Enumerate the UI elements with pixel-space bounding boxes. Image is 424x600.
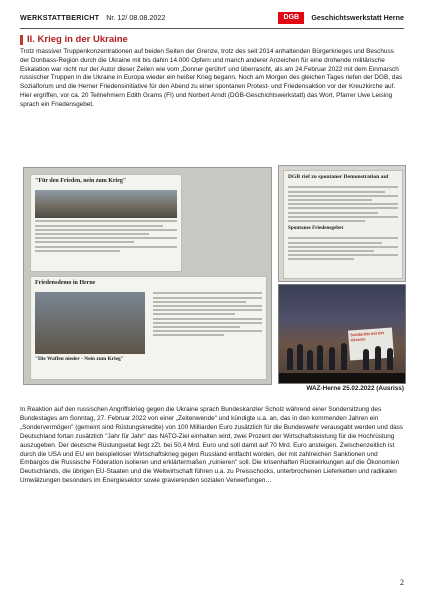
church-photo	[35, 190, 177, 218]
protesters-group	[283, 340, 401, 370]
intro-paragraph: Trotz massiver Truppenkonzentrationen auf beiden Seiten der Grenze, trotz des seit 2014 anhaltenden Bürgerkrieges und Beschuss der Donbass-Region durch die Ukraine mit bis dahin 14.000 Opfern und manch anderer Anzeichen für eine drohende militärische Eskalation war nicht nur der Autor dieser Zeilen wie vom ‚Donner gerührt' und überrascht, als am 24.Februar 2022 mit dem Einmarsch russischer Truppen in die Ukraine in Europa wieder ein heißer Krieg begann. Noch am Morgen des gleichen Tages riefen der DGB, das Sozialforum und die Herner Friedensinitiative für den Abend zu einer spontanen Protest- und Friedensaktion vor der Kreuzkirche auf. Hier ergriffen, vor ca. 20 Teilnehmern Edith Grams (FI) und Norbert Arndt (DGB-Geschichtswerkstatt) das Wort, Pfarrer Uwe Leising sprach ein Friedensgebet.	[20, 48, 403, 108]
clipping-right	[283, 170, 403, 279]
protester-figure	[363, 349, 369, 370]
clipping-right-subheadline: Spontanes Friedensgebet	[288, 225, 344, 232]
clipping-right-text-lines	[284, 186, 402, 222]
clipping-bottom-text-lines	[149, 290, 266, 356]
dgb-logo-icon: DGB	[278, 12, 304, 24]
clipping-collage-right	[278, 165, 406, 282]
page-header	[20, 10, 404, 26]
demonstration-photo	[278, 284, 406, 384]
issue-number: Nr. 12/ 08.08.2022	[106, 13, 166, 22]
protester-figure	[297, 344, 303, 370]
section-accent-bar	[20, 35, 23, 45]
body-paragraph: In Reaktion auf den russischen Angriffskrieg gegen die Ukraine sprach Bundeskanzler Scholz während einer Sondersitzung des Bundestages am Sonntag, 27. Februar 2022 von einer „Zeitenwende" und kündigte u.a. an, das in den kommenden Jahren ein „Sondervermögen" (gemeint sind Rüstungskredite) von 100 Milliarden Euro zusätzlich für die Bundeswehr verausgabt werden und dass Deutschland fortan zusätzlich "Jahr für Jahr" das NATO-Ziel einhalten wird, zwei Prozent der Wirtschaftsleistung für die Hochrüstung auszugeben. Der deutsche Rüstungsetat liegt zZt. bei 50,4 Mrd. Euro und soll damit auf 70 Mrd. Euro ansteigen. Zwischenzeitlich ist durch die USA und EU ein beispielloser Wirtschaftskrieg gegen Russland entfacht worden, der mit zahlreichen Sanktionen und Embargos die Russische Föderation isolieren und erklärtermaßen „ruinieren" soll. Die krisenhaften Rückwirkungen auf die Ökonomien Deutschlands, die übrigen EU-Staaten und die Weltwirtschaft führen u.a. zu Preisschocks, unterbrochenen Lieferketten und radikalen Umwälzungen besonders im Energiesektor sowie gravierenden sozialen Verwerfungen…	[20, 406, 404, 485]
clipping-top-text-lines	[31, 220, 181, 251]
clipping-bottom-headline: Friedensdemo in Herne	[35, 280, 96, 286]
demo-photo	[35, 292, 145, 354]
collage-caption: WAZ-Herne 25.02.2022 (Ausriss)	[306, 385, 404, 392]
protester-figure	[375, 346, 381, 370]
clipping-right-headline: DGB rief zu spontaner Demonstration auf	[288, 174, 389, 180]
protester-figure	[387, 348, 393, 370]
clipping-collage-left	[23, 167, 272, 385]
protester-figure	[341, 343, 347, 370]
organization-name: Geschichtswerkstatt Herne	[311, 13, 404, 23]
protester-figure	[307, 350, 313, 370]
clipping-top	[30, 174, 182, 272]
clipping-bottom	[30, 276, 267, 380]
clipping-right-text-lines-2	[284, 237, 402, 260]
protest-banner: Solidarität mit der Ukraine	[348, 328, 394, 361]
page-number: 2	[400, 578, 404, 587]
newsletter-title: WERKSTATTBERICHT	[20, 13, 100, 22]
section-heading	[20, 34, 404, 47]
header-right	[278, 10, 404, 26]
clipping-top-headline: "Für den Frieden, nein zum Krieg"	[35, 178, 127, 184]
protester-figure	[329, 347, 335, 370]
clipping-bottom-quote: "Die Waffen nieder - Nein zum Krieg"	[35, 356, 124, 363]
protester-figure	[317, 345, 323, 370]
header-left	[20, 10, 165, 26]
photo-caption-strip	[279, 373, 405, 383]
section-title: II. Krieg in der Ukraine	[27, 34, 128, 45]
protester-figure	[287, 348, 293, 370]
header-divider	[20, 28, 404, 29]
clipping-bottom-body	[31, 290, 266, 356]
